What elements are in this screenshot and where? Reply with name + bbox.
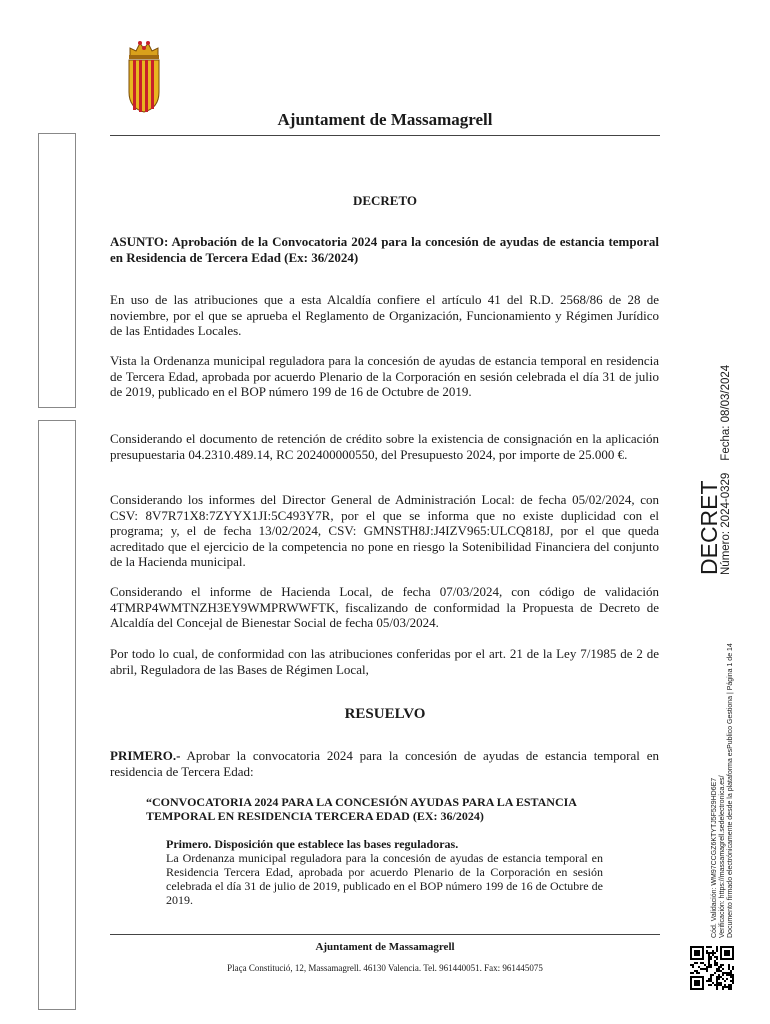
header-org-name: Ajuntament de Massamagrell: [277, 110, 493, 129]
shield-icon: [129, 60, 159, 112]
body-paragraph: Considerando los informes del Director General de Administración Local: de fecha 05/02/2024, con CSV: 8V7R71X8:7ZYYX1JI:5C493Y7R, por el que se informa que no existe duplicidad con el programa; y, el de fecha 13/02/2024, CSV: GMNSTH8J:J4IZV965:ULCQ818J, por el que queda acreditado que el ejercicio de la competencia no pone en riesgo la Sotenibilidad Financiera del conjunto de la Hacienda municipal.: [110, 492, 659, 570]
article-text: La Ordenanza municipal reguladora para la concesión de ayudas de estancia temporal en Residencia Tercera Edad, aprobada por acuerdo Plenario de la Corporación en sesión celebrada el día 31 de julio de 2019, publicado en el BOP número 199 de 16 de Octubre de 2019.: [166, 851, 603, 907]
margin-box-top: [38, 133, 76, 408]
decret-stamp-label: DECRET: [696, 480, 722, 575]
convocatoria-title: “CONVOCATORIA 2024 PARA LA CONCESIÓN AYUDAS PARA LA ESTANCIA TEMPORAL EN RESIDENCIA TERCERA EDAD (EX: 36/2024): [146, 795, 577, 823]
body-paragraph: Vista la Ordenanza municipal reguladora para la concesión de ayudas de estancia temporal en residencia de Tercera Edad, aprobada por acuerdo Plenario de la Corporación en sesión celebrada el día 31 de julio de 2019, publicado en el BOP número 199 de 16 de Octubre de 2019.: [110, 353, 659, 400]
body-paragraph: En uso de las atribuciones que a esta Alcaldía confiere el artículo 41 del R.D. 2568/86 de 28 de noviembre, por el que se aprueba el Reglamento de Organización, Funcionamiento y Régimen Jurídico de las Entidades Locales.: [110, 292, 659, 339]
decret-stamp-details: [720, 365, 732, 575]
document-type-title: DECRETO: [352, 193, 418, 208]
body-paragraph: Por todo lo cual, de conformidad con las atribuciones conferidas por el art. 21 de la Ley 7/1985 de 2 de abril, Reguladora de las Bases de Régimen Local,: [110, 646, 659, 677]
article-block: [166, 837, 603, 907]
footer-divider: [110, 934, 660, 935]
decret-number: Número: 2024-0329: [720, 472, 732, 575]
resuelvo-heading: RESUELVO: [344, 706, 426, 722]
qr-code-icon[interactable]: [690, 946, 734, 990]
footer-org-name: Ajuntament de Massamagrell: [315, 941, 455, 953]
article-heading: Primero. Disposición que establece las bases reguladoras.: [166, 837, 459, 851]
verification-url[interactable]: Verificación: https://massamagrell.sedelectronica.es/: [719, 775, 726, 938]
primero-label: PRIMERO.-: [110, 748, 181, 763]
header-divider: [110, 135, 660, 136]
body-paragraph: Considerando el documento de retención de crédito sobre la existencia de consignación en la aplicación presupuestaria 04.2310.489.14, RC 202400000550, del Presupuesto 2024, por importe de 25.000 €.: [110, 431, 659, 462]
decret-date: Fecha: 08/03/2024: [720, 364, 732, 461]
primero-text: Aprobar la convocatoria 2024 para la concesión de ayudas de estancia temporal en residencia de Tercera Edad:: [110, 748, 659, 779]
body-paragraph: Considerando el informe de Hacienda Local, de fecha 07/03/2024, con código de validación 4TMRP4WMTNZH3EY9WMPRWWFTK, fiscalizando de conformidad la Propuesta de Decreto de Alcaldía del Concejal de Bienestar Social de fecha 05/03/2024.: [110, 584, 659, 631]
margin-box-bottom: [38, 420, 76, 1010]
signature-note: Documento firmado electrónicamente desde la plataforma esPublico Gestiona | Página 1 de 14: [727, 643, 734, 938]
asunto-paragraph: ASUNTO: Aprobación de la Convocatoria 2024 para la concesión de ayudas de estancia temporal en Residencia de Tercera Edad (Ex: 36/2024): [110, 234, 659, 265]
coat-of-arms-logo: [124, 40, 164, 114]
primero-paragraph: [110, 748, 659, 779]
footer-address: Plaça Constitució, 12, Massamagrell. 46130 Valencia. Tel. 961440051. Fax: 961445075: [227, 963, 543, 973]
crown-icon: [129, 41, 159, 59]
validation-code: Cód. Validación: WM97CCGZ6KTYTJ5F529HD6E7: [711, 777, 718, 938]
